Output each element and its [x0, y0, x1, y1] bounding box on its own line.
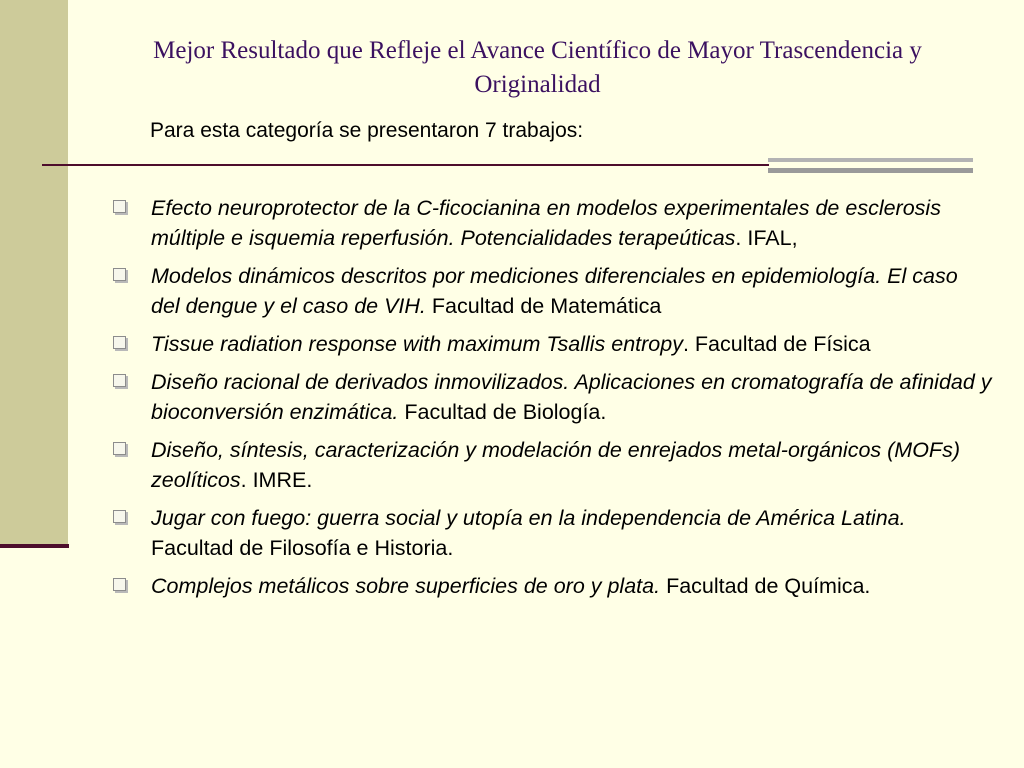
list-item	[112, 435, 992, 495]
decorative-side-line	[0, 544, 69, 548]
work-title: Tissue radiation response with maximum Tsallis entropy	[151, 332, 683, 356]
square-bullet-icon	[113, 510, 126, 523]
decorative-grey-bars	[768, 158, 973, 173]
square-bullet-icon	[113, 336, 126, 349]
work-organization: IMRE.	[252, 468, 313, 492]
separator: .	[735, 226, 748, 250]
work-organization: IFAL,	[747, 226, 798, 250]
work-title: Diseño, síntesis, caracterización y modelación de enrejados metal-orgánicos (MOFs) zeolíticos	[151, 438, 960, 492]
work-organization: Facultad de Química.	[666, 574, 871, 598]
work-organization: Facultad de Biología.	[404, 400, 607, 424]
square-bullet-icon	[113, 268, 126, 281]
square-bullet-icon	[113, 442, 126, 455]
square-bullet-icon	[113, 578, 126, 591]
work-title: Modelos dinámicos descritos por mediciones diferenciales en epidemiología. El caso del dengue y el caso de VIH.	[151, 264, 958, 318]
slide-title: Mejor Resultado que Refleje el Avance Científico de Mayor Trascendencia y Originalidad	[153, 37, 922, 98]
separator: .	[682, 332, 695, 356]
separator: .	[240, 468, 253, 492]
list-item	[112, 503, 992, 563]
work-organization: Facultad de Física	[694, 332, 871, 356]
work-title: Complejos metálicos sobre superficies de oro y plata.	[151, 574, 661, 598]
slide-subtitle: Para esta categoría se presentaron 7 trabajos:	[150, 119, 584, 142]
work-title: Diseño racional de derivados inmovilizados. Aplicaciones en cromatografía de afinidad y bioconversión enzimática.	[151, 370, 992, 424]
square-bullet-icon	[113, 200, 126, 213]
list-item	[112, 261, 992, 321]
divider-line	[42, 164, 769, 166]
work-organization: Facultad de Matemática	[431, 294, 662, 318]
decorative-side-bar	[0, 0, 68, 546]
work-organization: Facultad de Filosofía e Historia.	[151, 536, 454, 560]
list-item	[112, 367, 992, 427]
works-list	[112, 193, 992, 609]
list-item	[112, 571, 992, 601]
list-item	[112, 193, 992, 253]
list-item	[112, 329, 992, 359]
work-title: Efecto neuroprotector de la C-ficocianina en modelos experimentales de esclerosis múltiple e isquemia reperfusión. Potencialidades terapeúticas	[151, 196, 941, 250]
work-title: Jugar con fuego: guerra social y utopía en la independencia de América Latina.	[151, 506, 906, 530]
square-bullet-icon	[113, 374, 126, 387]
